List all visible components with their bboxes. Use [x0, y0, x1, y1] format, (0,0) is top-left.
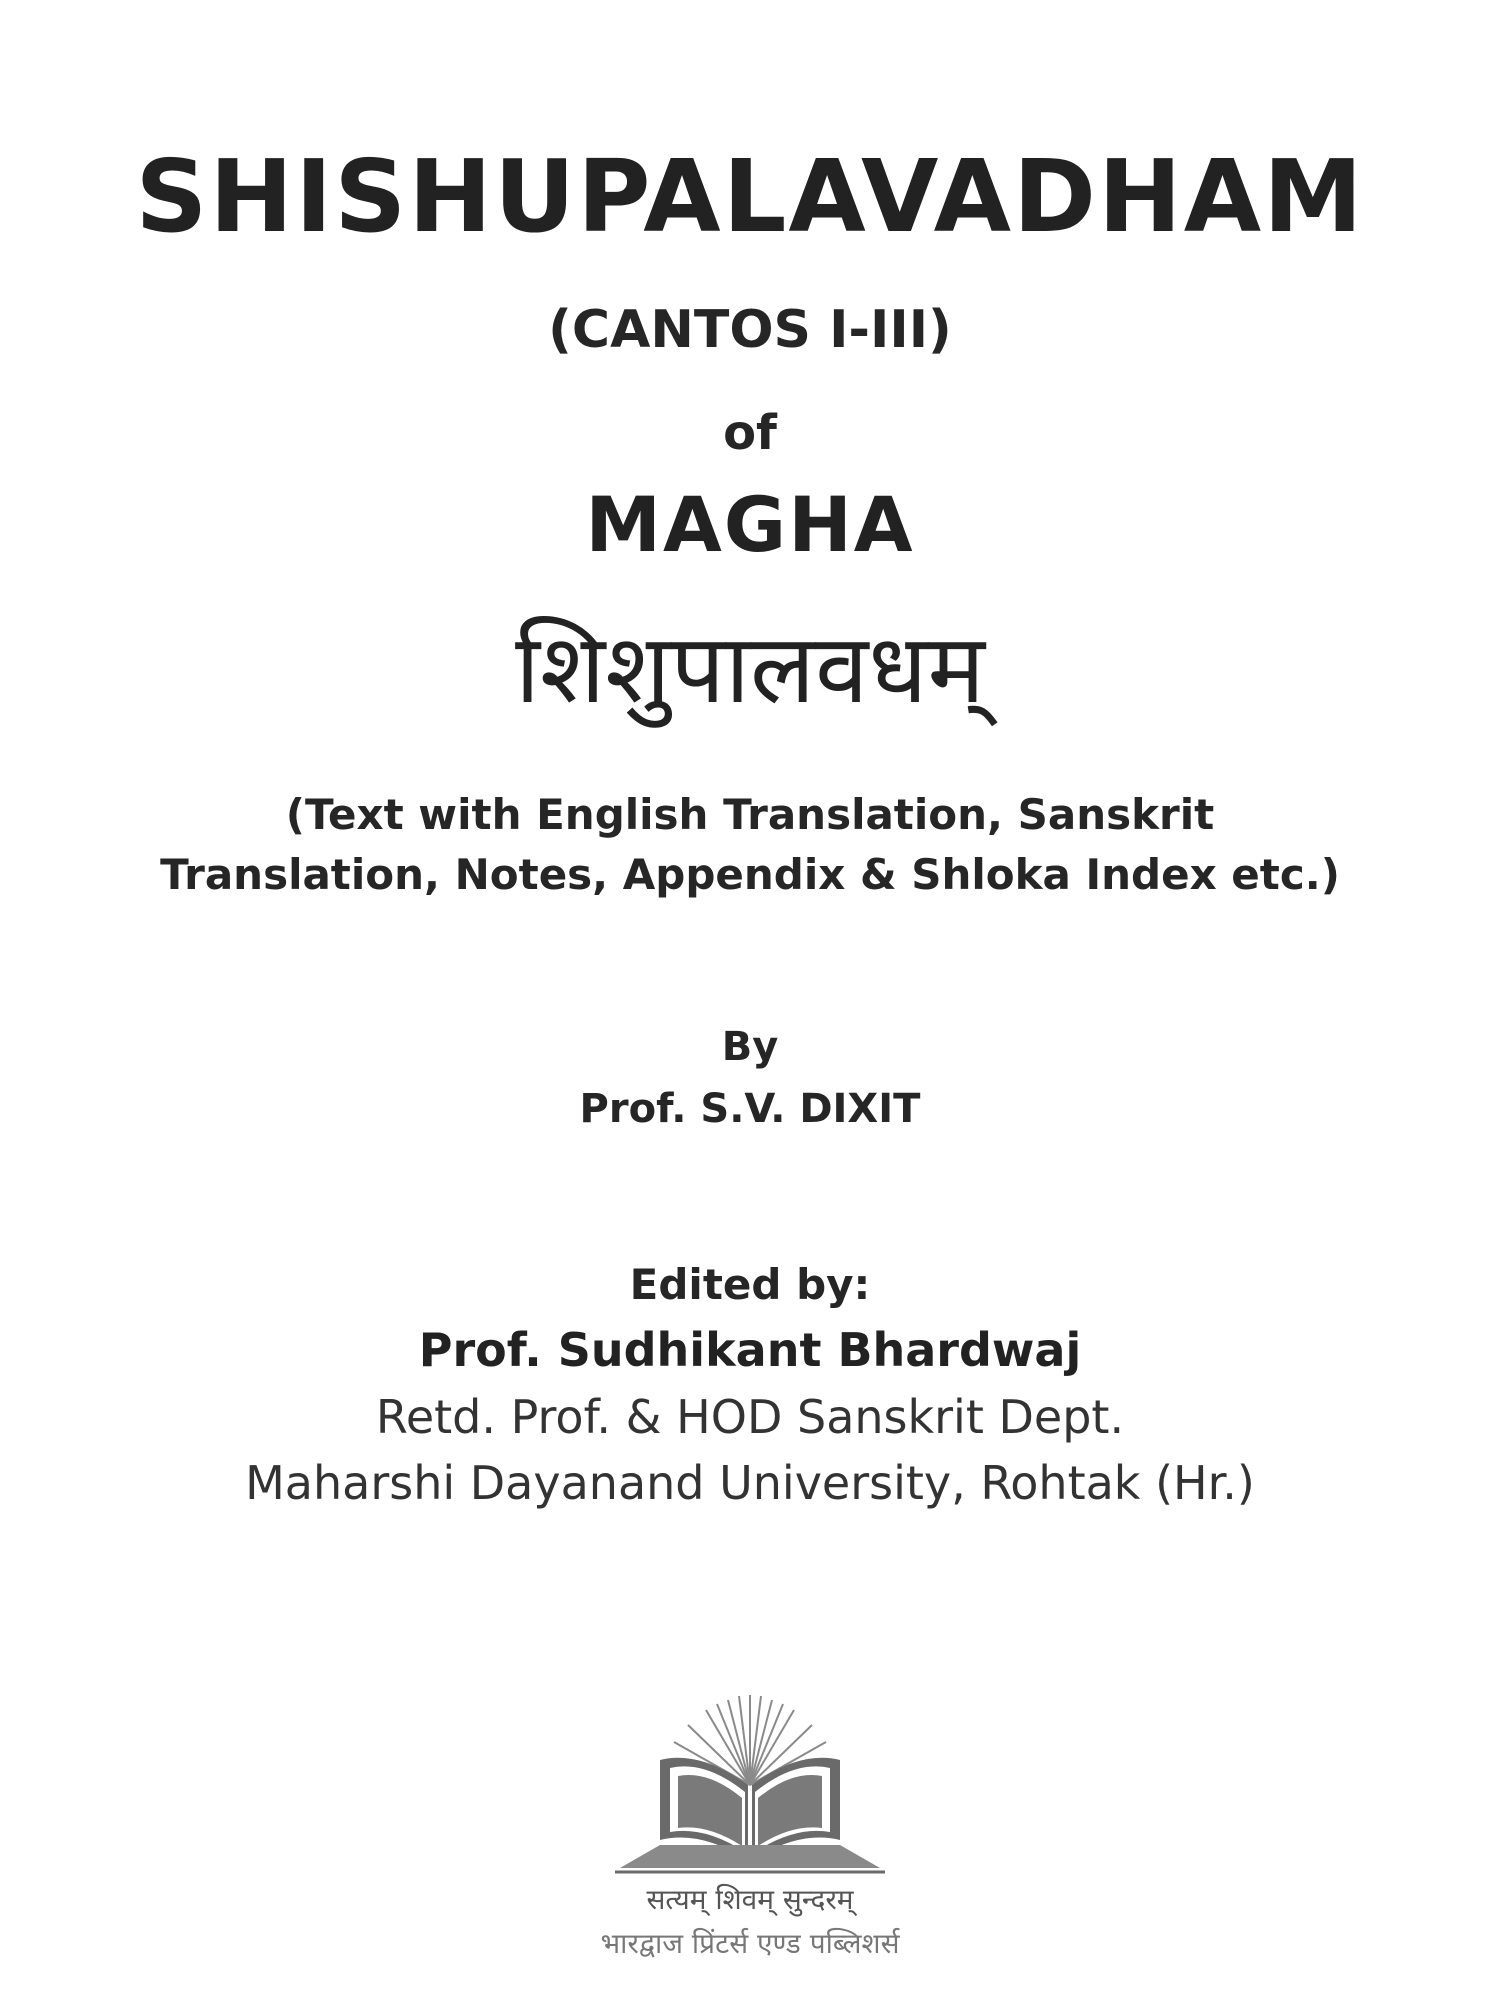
book-title: SHISHUPALAVADHAM — [135, 138, 1365, 255]
connector-text: of — [723, 405, 777, 461]
devanagari-title: शिशुपालवधम् — [515, 613, 985, 725]
description-line-2: Translation, Notes, Appendix & Shloka Index etc.) — [160, 850, 1340, 899]
publisher-name: भारद्वाज प्रिंटर्स एण्ड पब्लिशर्स — [600, 1927, 900, 1960]
editor-role: Retd. Prof. & HOD Sanskrit Dept. — [375, 1390, 1125, 1444]
translator-name: Prof. S.V. DIXIT — [579, 1086, 921, 1132]
logo-motto: सत्यम् शिवम् सुन्दरम् — [646, 1883, 854, 1916]
by-label: By — [721, 1024, 779, 1070]
description-line-1: (Text with English Translation, Sanskrit — [285, 790, 1215, 839]
open-book-icon — [600, 1690, 900, 1880]
edited-by-label: Edited by: — [629, 1260, 871, 1309]
editor-university: Maharshi Dayanand University, Rohtak (Hr.) — [245, 1456, 1255, 1510]
book-subtitle: (CANTOS I-III) — [548, 300, 952, 360]
editor-name: Prof. Sudhikant Bhardwaj — [418, 1323, 1082, 1377]
original-author: MAGHA — [585, 480, 915, 569]
